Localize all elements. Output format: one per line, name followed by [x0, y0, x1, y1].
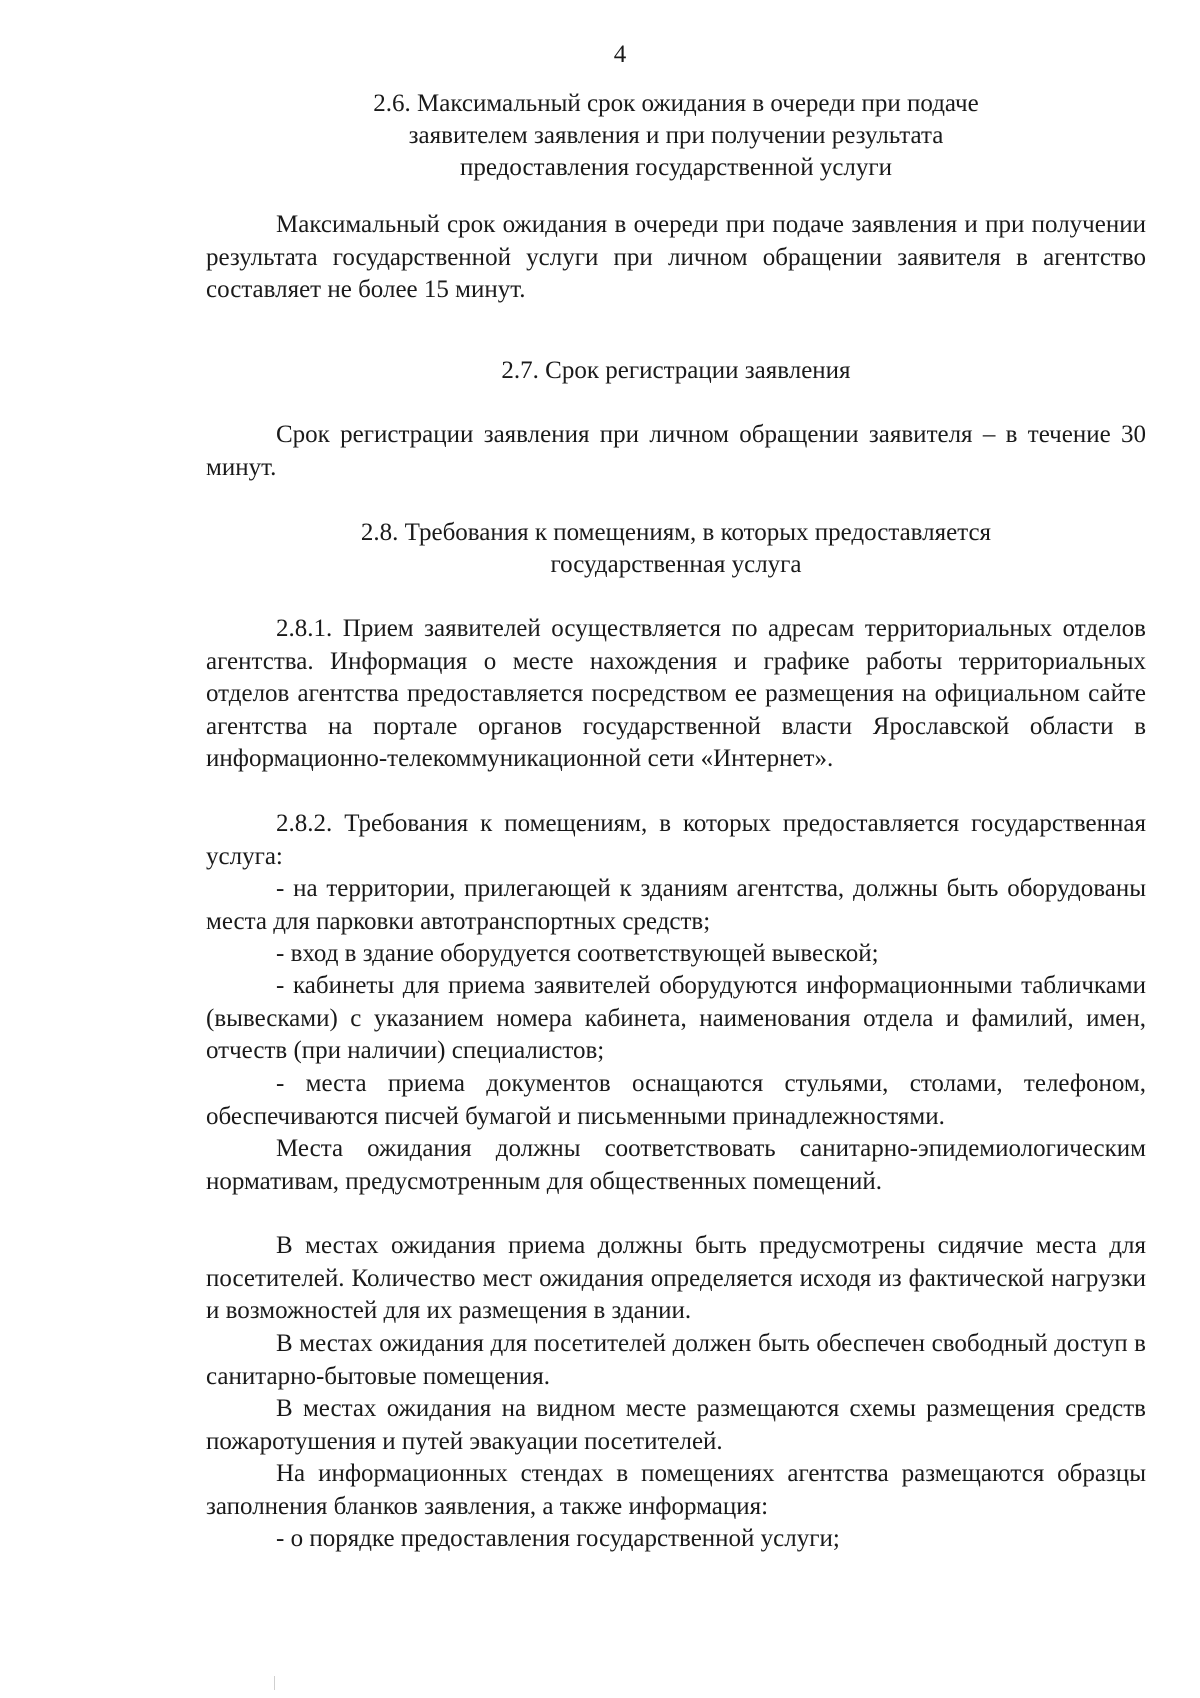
heading-line: 2.8. Требования к помещениям, в которых предоставляется — [360, 519, 992, 546]
paragraph-2-8-2: 2.8.2. Требования к помещениям, в которых предоставляется государственная услуга: — [206, 810, 1146, 870]
heading-line: заявителем заявления и при получении результата — [408, 122, 944, 149]
paragraph-info-stands: На информационных стендах в помещениях агентства размещаются образцы заполнения бланков заявления, а также информация: — [206, 1460, 1146, 1520]
section-2-6-heading — [206, 88, 1146, 184]
paragraph-waiting-places: Места ожидания должны соответствовать санитарно-эпидемиологическим нормативам, предусмотренным для общественных помещений. — [206, 1135, 1146, 1195]
section-2-6-text: Максимальный срок ожидания в очереди при подаче заявления и при получении результата государственной услуги при личном обращении заявителя в агентство составляет не более 15 минут. — [206, 211, 1146, 303]
heading-line: предоставления государственной услуги — [459, 154, 893, 181]
heading-line: 2.6. Максимальный срок ожидания в очереди при подаче — [373, 90, 979, 117]
section-2-7-text: Срок регистрации заявления при личном обращении заявителя – в течение 30 минут. — [206, 421, 1146, 481]
heading-line: 2.7. Срок регистрации заявления — [501, 357, 851, 384]
list-item-cabinets: - кабинеты для приема заявителей оборудуются информационными табличками (вывесками) с указанием номера кабинета, наименования отдела и фамилий, имен, отчеств (при наличии) специалистов; — [206, 972, 1146, 1064]
page-number: 4 — [613, 41, 627, 68]
list-item-service-procedure: - о порядке предоставления государственной услуги; — [276, 1525, 840, 1552]
list-item-document-places: - места приема документов оснащаются стульями, столами, телефоном, обеспечиваются писчей бумагой и письменными принадлежностями. — [206, 1070, 1146, 1130]
paragraph-2-8-1: 2.8.1. Прием заявителей осуществляется по адресам территориальных отделов агентства. Информация о месте нахождения и графике работы территориальных отделов агентства предоставляется посредством ее размещения на официальном сайте агентства на портале органов государственной власти Ярославской области в информационно-телекоммуникационной сети «Интернет». — [206, 615, 1146, 772]
section-2-7-heading — [206, 355, 1146, 387]
paragraph-seating: В местах ожидания приема должны быть предусмотрены сидячие места для посетителей. Количество мест ожидания определяется исходя из фактической нагрузки и возможностей для их размещения в здании. — [206, 1232, 1146, 1324]
list-item-parking: - на территории, прилегающей к зданиям агентства, должны быть оборудованы места для парковки автотранспортных средств; — [206, 875, 1146, 935]
scan-mark — [274, 1676, 275, 1690]
paragraph-sanitary-access: В местах ожидания для посетителей должен быть обеспечен свободный доступ в санитарно-бытовые помещения. — [206, 1330, 1146, 1390]
heading-line: государственная услуга — [550, 551, 802, 578]
list-item-entrance: - вход в здание оборудуется соответствующей вывеской; — [276, 940, 879, 967]
section-2-8-heading — [206, 517, 1146, 581]
paragraph-evacuation-schemes: В местах ожидания на видном месте размещаются схемы размещения средств пожаротушения и путей эвакуации посетителей. — [206, 1395, 1146, 1455]
